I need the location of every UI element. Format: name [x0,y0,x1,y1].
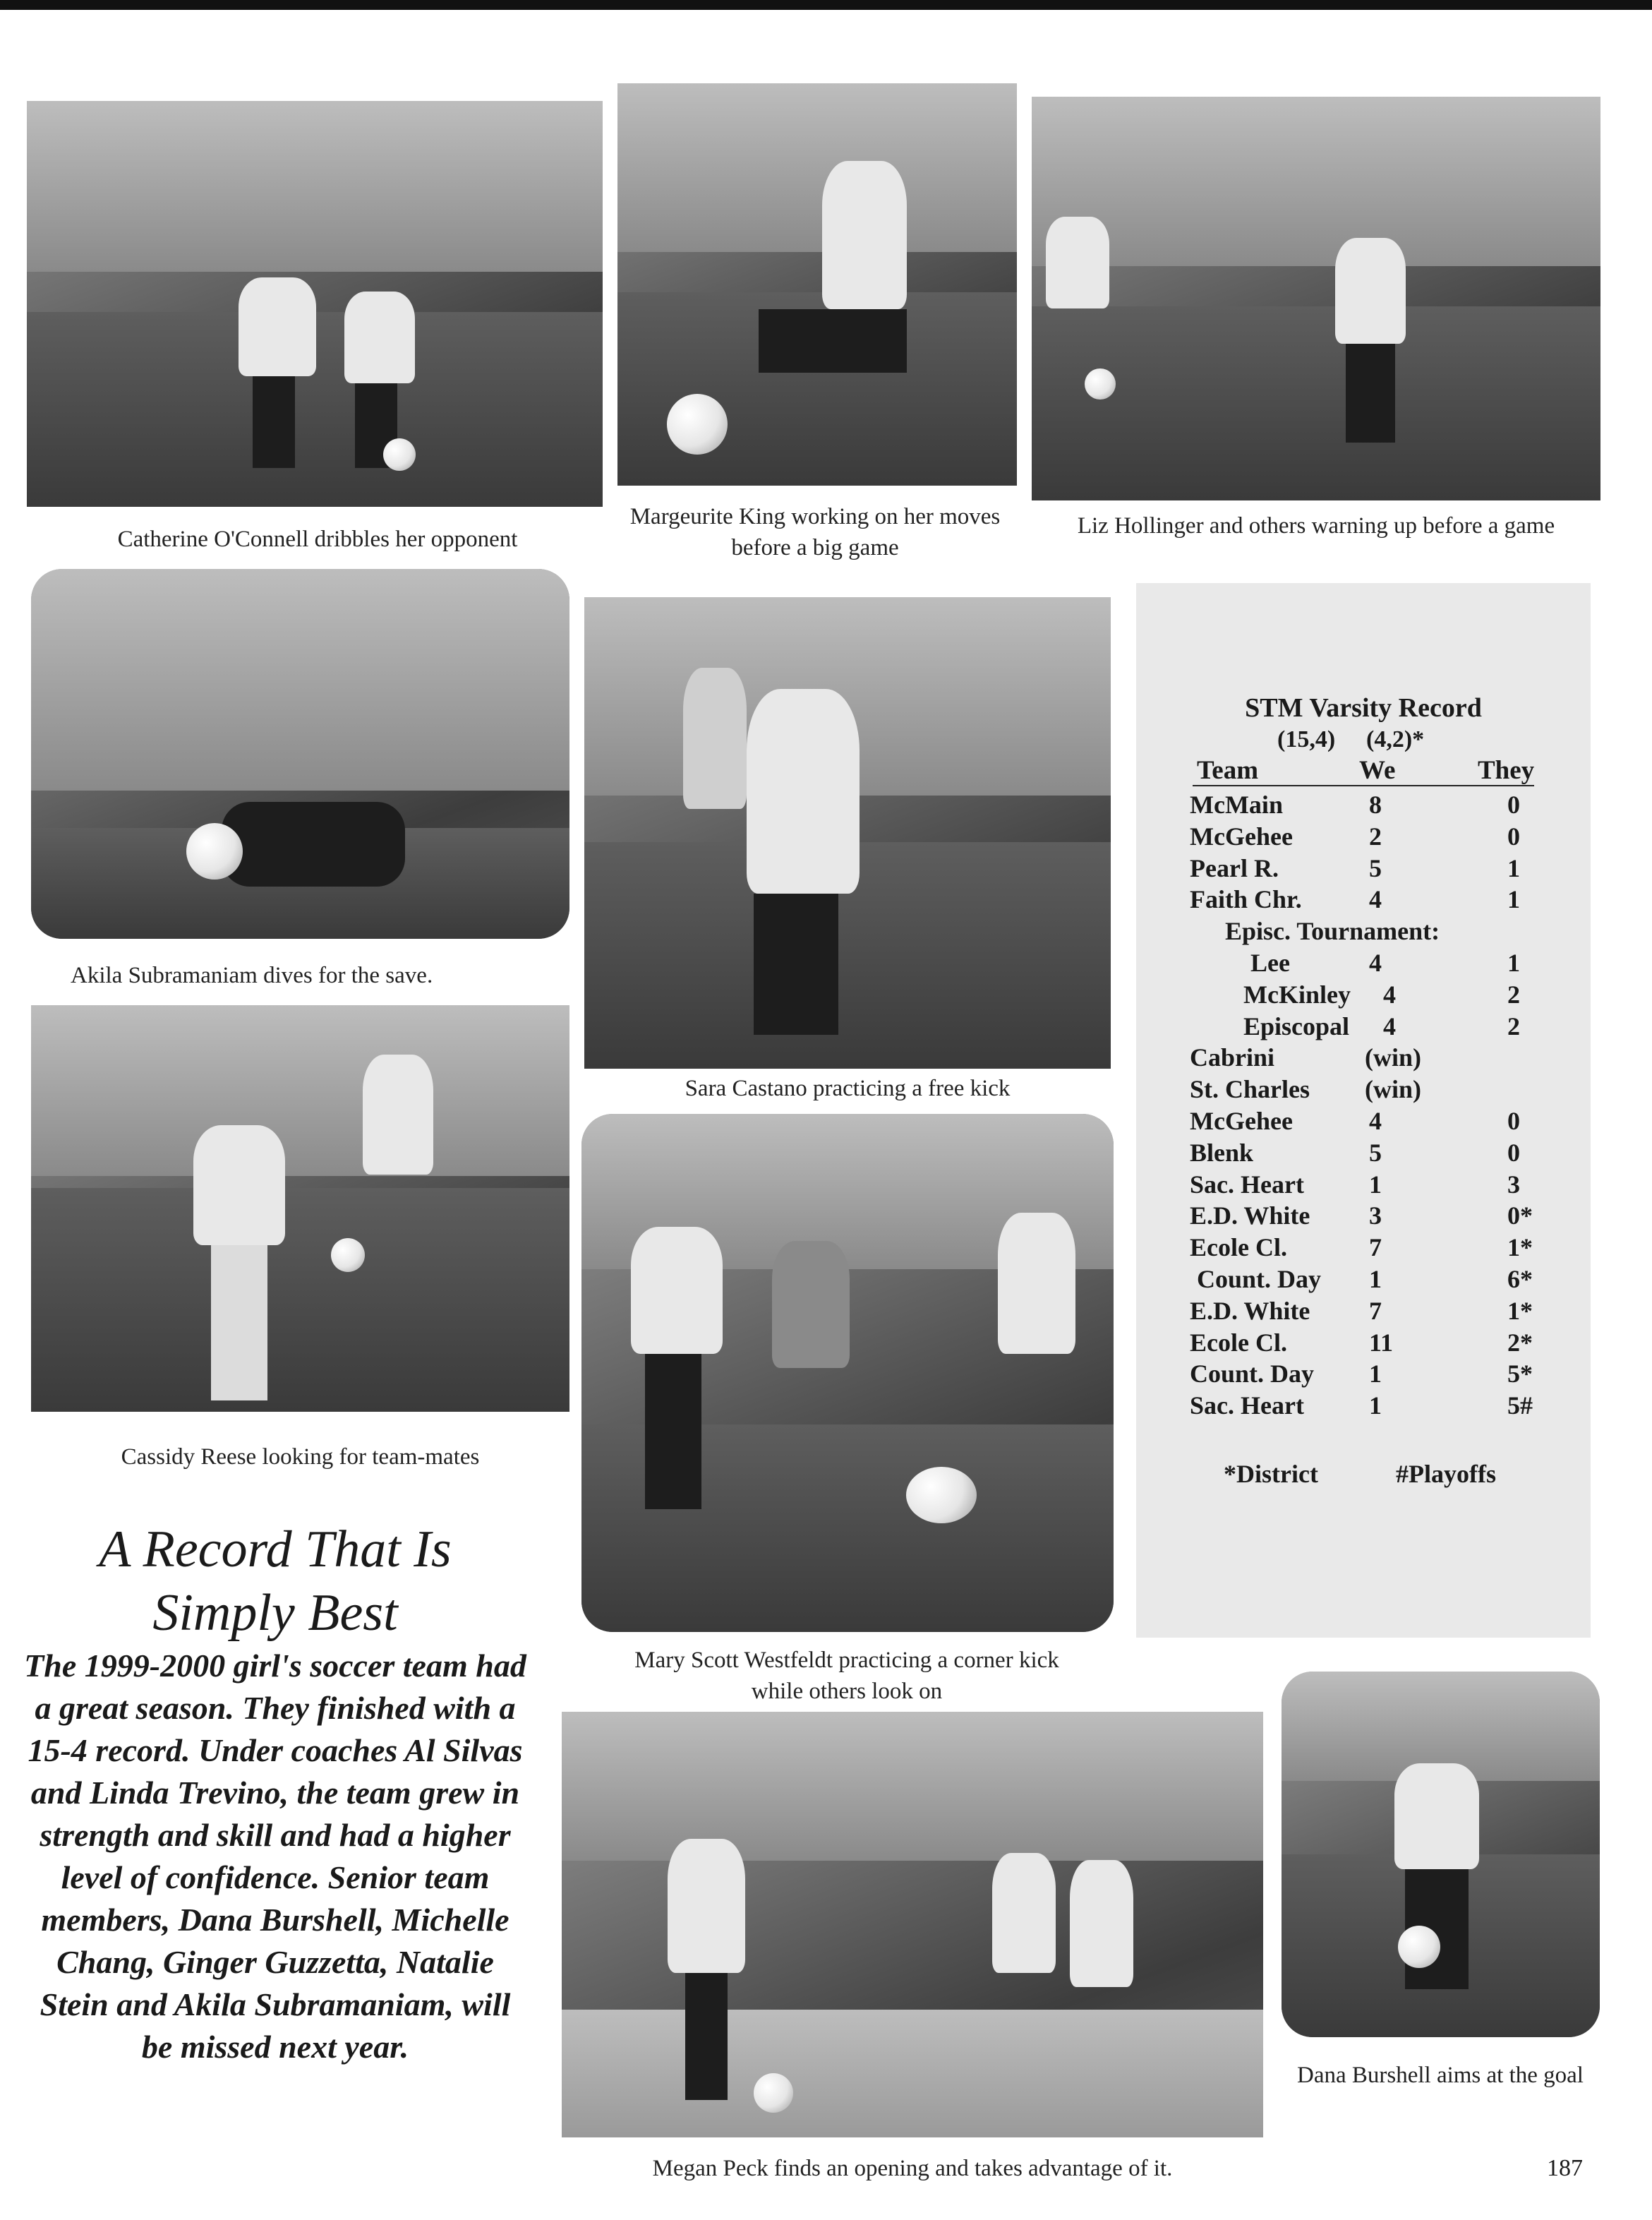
photo-caption: Margeurite King working on her moves before a big game [629,504,1001,560]
record-they-score: 0 [1507,1106,1520,1135]
record-we-score: 2 [1369,822,1382,851]
record-they-score: 1* [1507,1296,1533,1325]
record-team: Lee [1250,948,1290,977]
player-legs [759,309,907,373]
record-row [1136,1390,1591,1422]
record-row [1136,1011,1591,1043]
page-number: 187 [1547,2155,1583,2181]
record-row [1136,1042,1591,1074]
record-team: Faith Chr. [1190,885,1302,914]
record-header-team: Team [1197,756,1259,785]
record-footnote-playoffs: #Playoffs [1396,1460,1496,1488]
top-border [0,0,1652,10]
record-we-score: 8 [1369,791,1382,819]
record-row [1136,789,1591,821]
record-they-score: 0 [1507,822,1520,851]
photo-caption: Catherine O'Connell dribbles her opponent [117,527,518,552]
record-team: McGehee [1190,1106,1293,1135]
record-team: Episc. Tournament: [1225,917,1440,946]
record-we-score: 4 [1369,948,1382,977]
photo-caption: Sara Castano practicing a free kick [685,1076,1011,1101]
photo-field [562,2010,1263,2137]
record-we-score: 4 [1369,1106,1382,1135]
record-overall: (15,4) [1277,726,1336,752]
record-team: E.D. White [1190,1201,1310,1230]
record-we-score: 1 [1369,1264,1382,1293]
player-figure [668,1839,745,1973]
record-row [1136,1074,1591,1105]
player-figure [992,1853,1056,1973]
record-team: Blenk [1190,1138,1254,1167]
player-legs [211,1245,267,1400]
record-row [1136,1295,1591,1327]
record-row [1136,1327,1591,1359]
player-figure [363,1055,433,1175]
record-row [1136,853,1591,884]
photo-caption: Liz Hollinger and others warning up before a game [1077,513,1555,539]
record-team: Ecole Cl. [1190,1328,1287,1357]
photo-dana-burshell [1282,1672,1600,2037]
article-body: The 1999-2000 girl's soccer team had a great season. They finished with a 15-4 record. Under coaches Al Silvas and Linda Trevino, the team grew in strength and skill and had a higher level of confidence. Senior team members, Dana Burshell, Michelle Chang, Ginger Guzzetta, Natalie Stein and Akila Subramaniam, will be missed next year. [24,1648,526,2065]
photo-caption: Dana Burshell aims at the goal [1297,2063,1584,2088]
soccer-ball [754,2073,793,2113]
record-they-score: 1 [1507,853,1520,882]
soccer-ball [1398,1926,1440,1968]
record-row [1136,1105,1591,1137]
player-figure [772,1241,850,1368]
photo-caption: Akila Subramaniam dives for the save. [71,963,433,988]
record-row [1136,916,1591,947]
player-figure [998,1213,1075,1354]
record-they-score: 0 [1507,791,1520,819]
record-we-score: 1 [1369,1391,1382,1420]
record-we-score: 5 [1369,853,1382,882]
record-row [1136,884,1591,916]
photo-margeurite-king [617,83,1017,486]
player-figure [239,277,316,376]
photo-caption: Cassidy Reese looking for team-mates [121,1444,480,1470]
record-we-score: 4 [1369,885,1382,914]
player-legs [645,1354,701,1509]
record-district: (4,2)* [1366,726,1425,752]
player-legs [685,1973,728,2100]
record-footnote-district: *District [1224,1460,1318,1488]
record-header-we: We [1359,756,1396,785]
photo-background [617,83,1017,252]
record-title: STM Varsity Record [1245,693,1482,723]
player-figure [631,1227,723,1354]
photo-catherine-oconnell [27,101,603,507]
photo-megan-peck [562,1712,1263,2137]
record-we-score: 7 [1369,1233,1382,1262]
record-row [1136,1232,1591,1264]
player-figure [1046,217,1109,308]
record-team: Sac. Heart [1190,1391,1304,1420]
photo-sara-castano [584,597,1111,1069]
record-they-score: 2* [1507,1328,1533,1357]
record-team: Count. Day [1197,1264,1322,1293]
record-they-score: 2 [1507,980,1520,1009]
record-team: McKinley [1243,980,1351,1009]
soccer-ball [667,394,728,455]
soccer-ball [906,1467,977,1523]
record-we-score: 4 [1383,980,1396,1009]
record-they-score: 5# [1507,1391,1533,1420]
photo-field [31,1188,569,1412]
photo-background [31,1005,569,1176]
record-they-score: 5* [1507,1360,1533,1388]
record-they-score: 1 [1507,885,1520,914]
record-row [1136,979,1591,1011]
photo-background [31,569,569,791]
record-team: Count. Day [1190,1360,1315,1388]
record-header-they: They [1478,756,1535,785]
player-figure [1335,238,1406,344]
soccer-ball [1085,368,1116,400]
photo-cassidy-reese [31,1005,569,1412]
record-we-score: 7 [1369,1296,1382,1325]
soccer-ball [186,823,243,880]
photo-background [27,101,603,272]
record-they-score: 2 [1507,1012,1520,1040]
player-figure [683,668,747,809]
record-row [1136,1264,1591,1295]
record-team: St. Charles [1190,1075,1310,1104]
photo-field [1032,306,1600,500]
record-team: Pearl R. [1190,853,1279,882]
goalkeeper-figure [222,802,405,887]
record-they-score: 1* [1507,1233,1533,1262]
record-row [1136,1137,1591,1169]
record-team: E.D. White [1190,1296,1310,1325]
record-we-score: 1 [1369,1170,1382,1199]
photo-background [562,1712,1263,1861]
record-team: Cabrini [1190,1043,1275,1072]
record-we-score: 11 [1369,1328,1394,1357]
varsity-record-box [1136,583,1591,1638]
record-they-score: 0* [1507,1201,1533,1230]
record-team: Sac. Heart [1190,1170,1304,1199]
photo-background [1032,97,1600,266]
record-we-score: (win) [1365,1043,1421,1072]
record-row [1136,947,1591,979]
record-we-score: 3 [1369,1201,1382,1230]
record-team: McGehee [1190,822,1293,851]
record-we-score: 1 [1369,1360,1382,1388]
record-team: Episcopal [1243,1012,1350,1040]
record-we-score: (win) [1365,1075,1421,1104]
record-rows [1136,789,1591,1422]
record-row [1136,1169,1591,1201]
record-we-score: 4 [1383,1012,1396,1040]
record-row [1136,1358,1591,1390]
player-legs [1346,344,1395,443]
player-figure [344,292,415,383]
record-row [1136,1200,1591,1232]
record-team: McMain [1190,791,1283,819]
record-they-score: 1 [1507,948,1520,977]
player-figure [193,1125,285,1245]
photo-mary-scott-westfeldt [581,1114,1114,1632]
soccer-ball [331,1238,365,1272]
record-row [1136,821,1591,853]
photo-caption: Mary Scott Westfeldt practicing a corner kick while others look on [634,1648,1059,1704]
photo-caption: Megan Peck finds an opening and takes advantage of it. [652,2156,1173,2181]
player-legs [253,376,295,468]
player-figure [747,689,860,894]
record-header-underline [1193,785,1534,786]
player-figure [1070,1860,1133,1987]
photo-akila-subramaniam [31,569,569,939]
player-figure [1394,1763,1479,1869]
record-they-score: 3 [1507,1170,1520,1199]
player-figure [822,161,907,309]
record-they-score: 6* [1507,1264,1533,1293]
article-headline: A Record That Is Simply Best [99,1520,452,1642]
photo-liz-hollinger [1032,97,1600,500]
record-we-score: 5 [1369,1138,1382,1167]
soccer-ball [383,438,416,471]
player-legs [754,894,838,1035]
record-team: Ecole Cl. [1190,1233,1287,1262]
record-they-score: 0 [1507,1138,1520,1167]
